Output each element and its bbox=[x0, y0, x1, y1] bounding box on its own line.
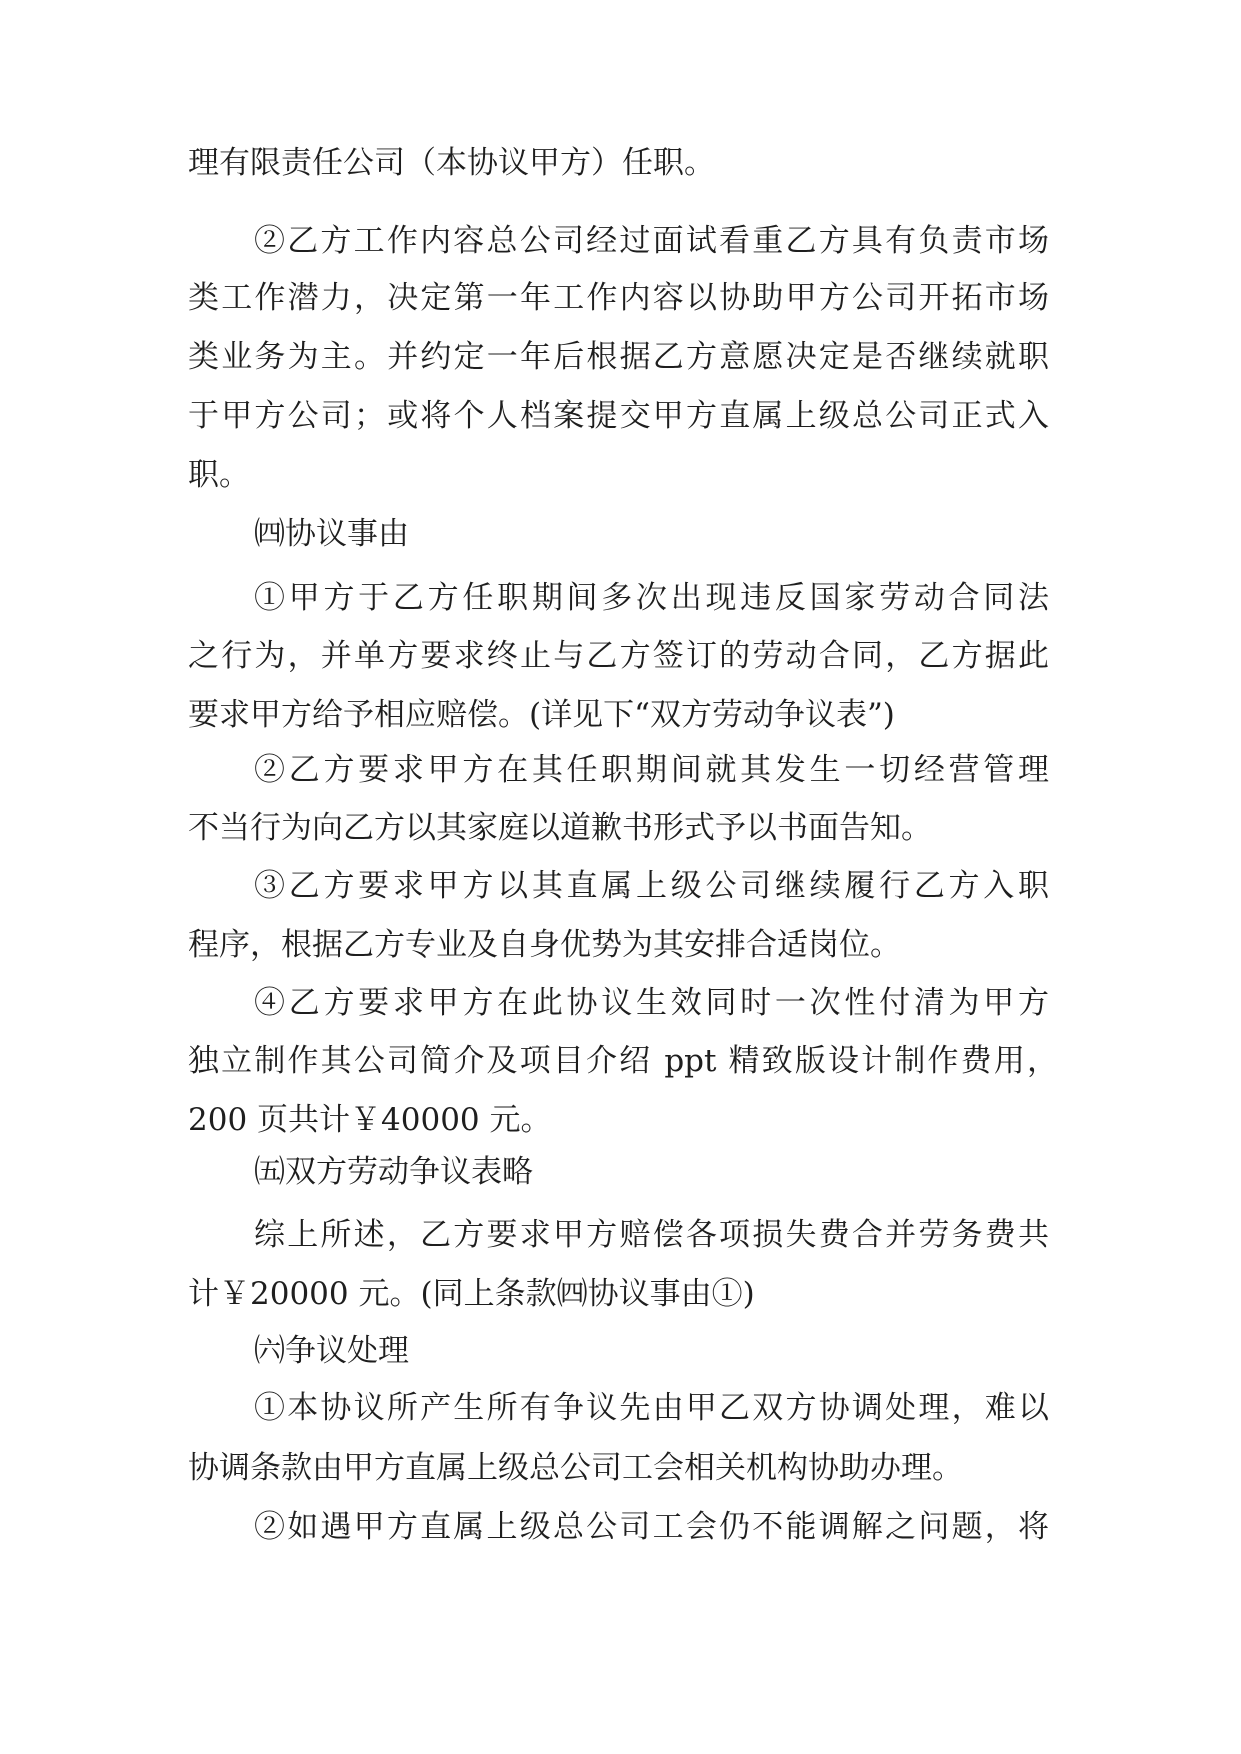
text-line: 于甲方公司；或将个人档案提交甲方直属上级总公司正式入 bbox=[188, 398, 1049, 434]
text-line: 程序，根据乙方专业及自身优势为其安排合适岗位。 bbox=[188, 927, 901, 963]
text-line: 不当行为向乙方以其家庭以道歉书形式予以书面告知。 bbox=[188, 810, 932, 846]
text-line: 类业务为主。并约定一年后根据乙方意愿决定是否继续就职 bbox=[188, 339, 1049, 375]
text-line: ②如遇甲方直属上级总公司工会仍不能调解之问题，将 bbox=[254, 1509, 1049, 1545]
text-line: 之行为，并单方要求终止与乙方签订的劳动合同，乙方据此 bbox=[188, 638, 1049, 674]
text-line: 综上所述，乙方要求甲方赔偿各项损失费合并劳务费共 bbox=[254, 1217, 1049, 1253]
section-heading: ㈣协议事由 bbox=[254, 516, 409, 552]
text-line: ④乙方要求甲方在此协议生效同时一次性付清为甲方 bbox=[254, 985, 1049, 1021]
text-line: 计￥20000 元。(同上条款㈣协议事由①) bbox=[188, 1276, 755, 1312]
text-line: ①本协议所产生所有争议先由甲乙双方协调处理，难以 bbox=[254, 1390, 1049, 1426]
text-line: ②乙方要求甲方在其任职期间就其发生一切经营管理 bbox=[254, 752, 1049, 788]
text-line: ③乙方要求甲方以其直属上级公司继续履行乙方入职 bbox=[254, 868, 1049, 904]
text-line: 类工作潜力，决定第一年工作内容以协助甲方公司开拓市场 bbox=[188, 280, 1049, 316]
section-heading: ㈥争议处理 bbox=[254, 1333, 409, 1369]
text-line: 独立制作其公司简介及项目介绍 ppt 精致版设计制作费用， bbox=[188, 1043, 1058, 1079]
text-line: 200 页共计￥40000 元。 bbox=[188, 1102, 552, 1138]
text-line: 职。 bbox=[188, 457, 250, 493]
text-line: 协调条款由甲方直属上级总公司工会相关机构协助办理。 bbox=[188, 1450, 963, 1486]
text-line: 要求甲方给予相应赔偿。(详见下“双方劳动争议表”) bbox=[188, 697, 895, 733]
text-line: ①甲方于乙方任职期间多次出现违反国家劳动合同法 bbox=[254, 580, 1049, 616]
section-heading: ㈤双方劳动争议表略 bbox=[254, 1154, 533, 1190]
text-line: 理有限责任公司（本协议甲方）任职。 bbox=[188, 145, 715, 181]
text-line: ②乙方工作内容总公司经过面试看重乙方具有负责市场 bbox=[254, 223, 1049, 259]
